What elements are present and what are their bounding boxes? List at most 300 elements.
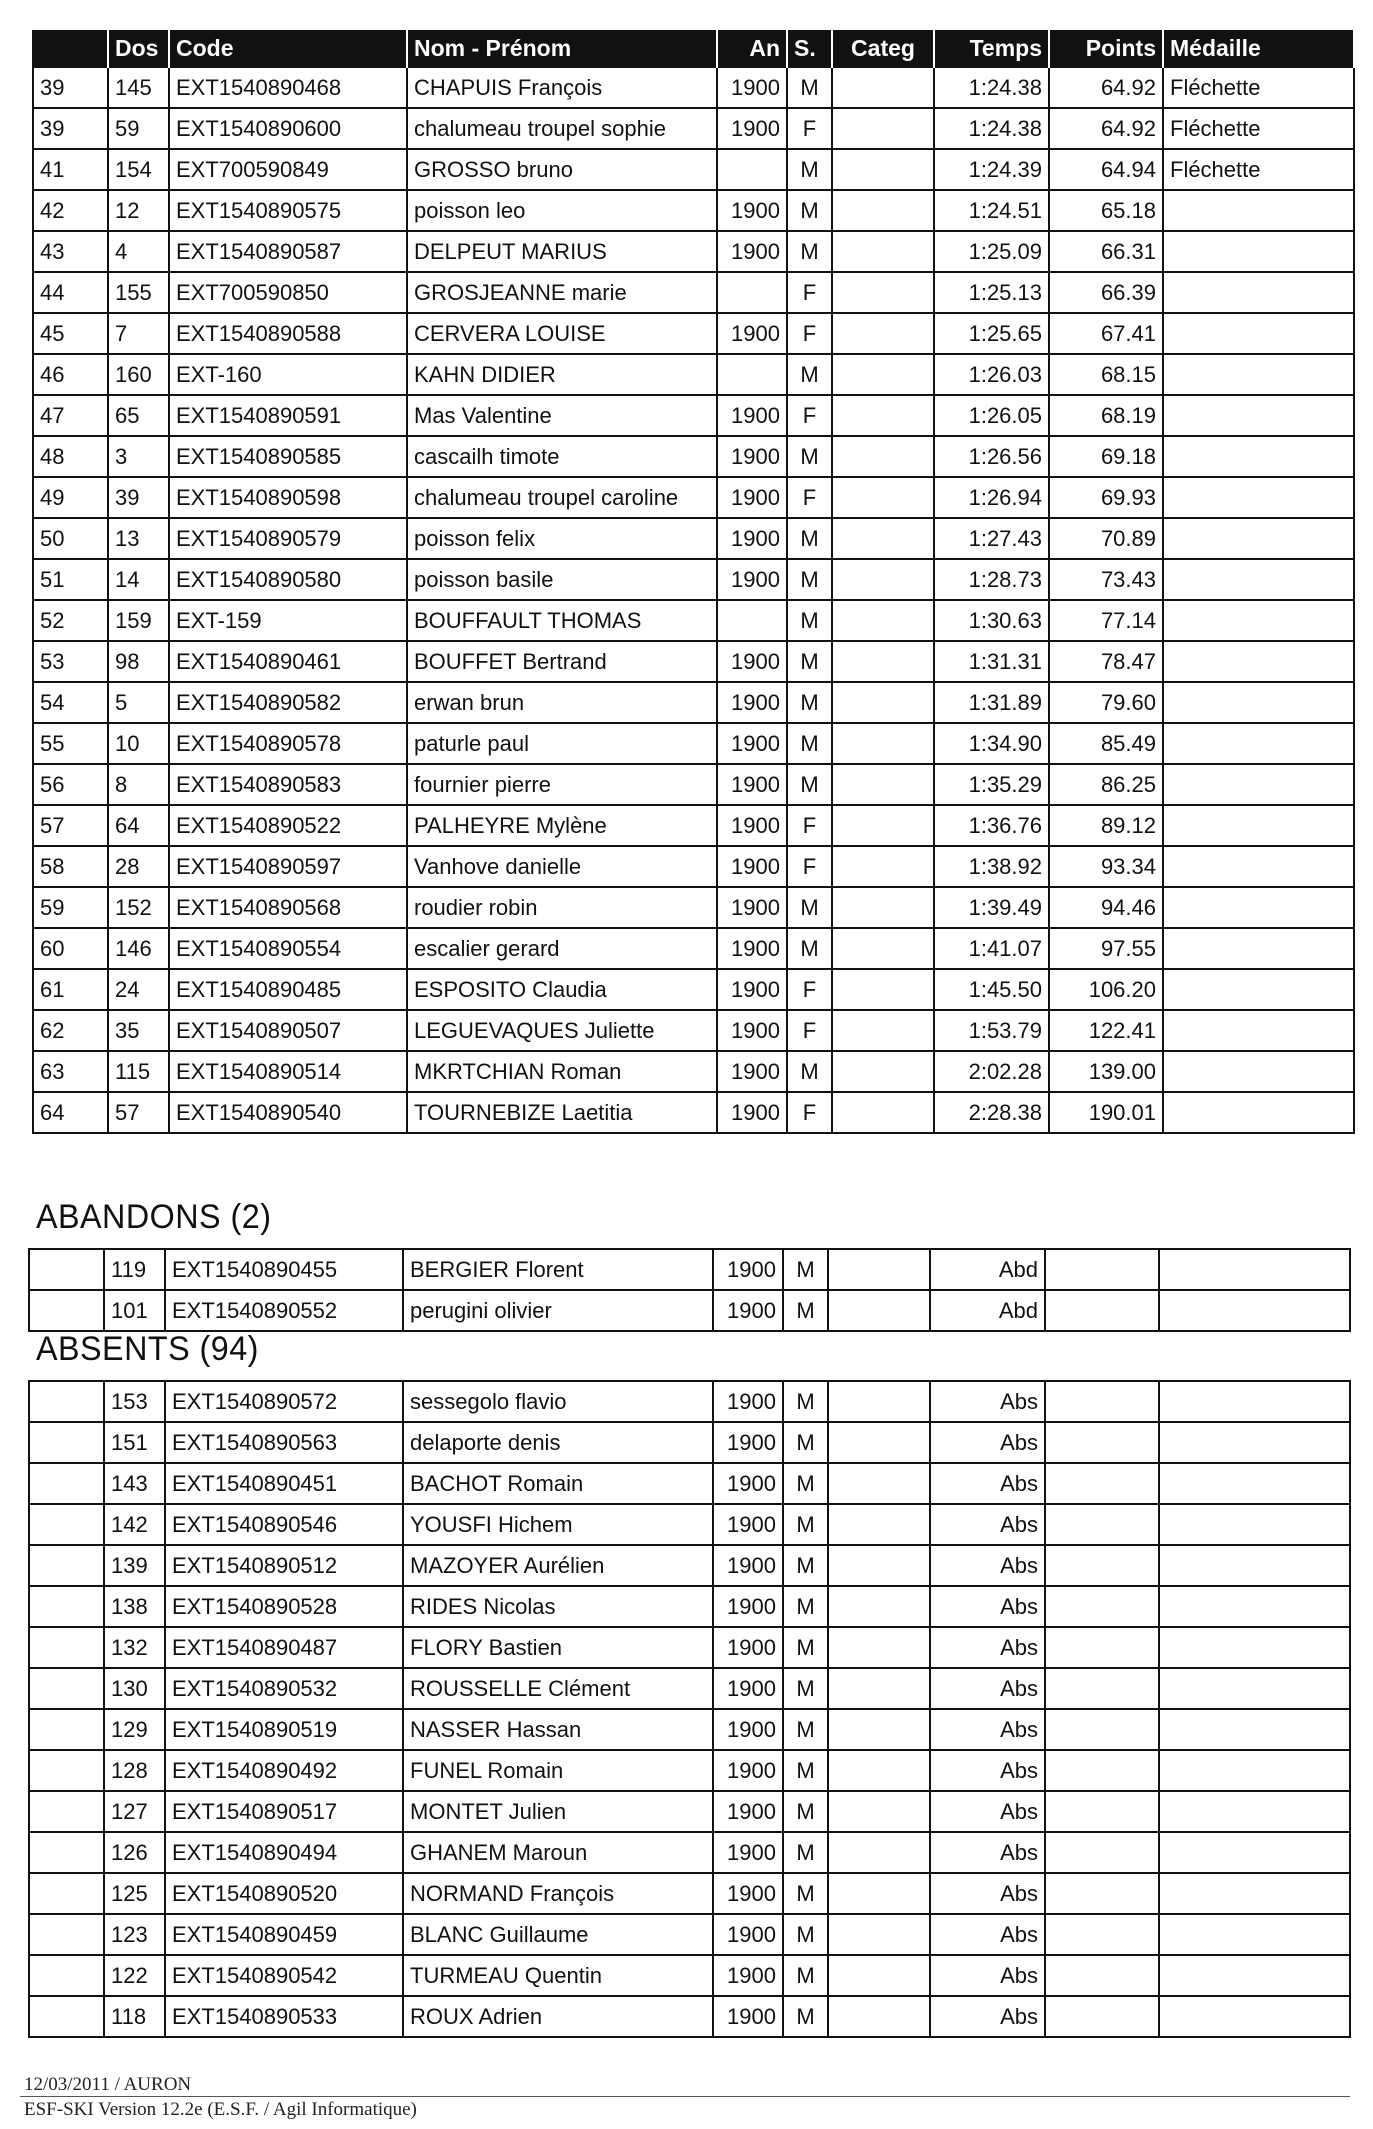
year-cell: 1900 [717,1051,787,1092]
name-cell: Vanhove danielle [407,846,717,887]
sex-cell: M [783,1955,828,1996]
category-cell [828,1586,930,1627]
rank-cell: 47 [33,395,108,436]
sex-cell: M [783,1832,828,1873]
bib-cell: 123 [104,1914,165,1955]
bib-cell: 139 [104,1545,165,1586]
medal-cell [1163,1051,1354,1092]
category-cell [832,887,934,928]
rank-cell: 57 [33,805,108,846]
name-cell: MAZOYER Aurélien [403,1545,713,1586]
table-row [33,313,1354,354]
code-cell: EXT1540890542 [165,1955,403,1996]
medal-cell [1159,1832,1350,1873]
year-cell: 1900 [713,1249,783,1290]
name-cell: KAHN DIDIER [407,354,717,395]
time-cell: 1:39.49 [934,887,1049,928]
name-cell: CERVERA LOUISE [407,313,717,354]
rank-cell: 39 [33,108,108,149]
year-cell: 1900 [717,887,787,928]
category-cell [832,764,934,805]
year-cell: 1900 [713,1955,783,1996]
points-cell: 77.14 [1049,600,1163,641]
year-cell: 1900 [713,1586,783,1627]
sex-cell: M [787,436,832,477]
bib-cell: 14 [108,559,169,600]
rank-cell: 59 [33,887,108,928]
points-cell: 89.12 [1049,805,1163,846]
category-cell [828,1545,930,1586]
sex-cell: M [783,1627,828,1668]
name-cell: poisson basile [407,559,717,600]
time-cell: 1:45.50 [934,969,1049,1010]
medal-cell [1163,272,1354,313]
rank-cell: 48 [33,436,108,477]
name-cell: paturle paul [407,723,717,764]
bib-cell: 151 [104,1422,165,1463]
category-cell [832,600,934,641]
code-cell: EXT1540890532 [165,1668,403,1709]
table-row [33,641,1354,682]
rank-cell [29,1290,104,1331]
bib-cell: 10 [108,723,169,764]
points-cell [1045,1422,1159,1463]
medal-cell [1163,477,1354,518]
medal-cell [1163,969,1354,1010]
year-cell: 1900 [713,1463,783,1504]
points-cell: 68.19 [1049,395,1163,436]
time-cell: Abs [930,1791,1045,1832]
table-row [29,1290,1350,1331]
sex-cell: M [787,723,832,764]
bib-cell: 153 [104,1381,165,1422]
table-row [29,1709,1350,1750]
time-cell: 1:24.39 [934,149,1049,190]
medal-cell [1159,1627,1350,1668]
code-cell: EXT1540890583 [169,764,407,805]
points-cell [1045,1750,1159,1791]
points-cell [1045,1249,1159,1290]
rank-cell [29,1422,104,1463]
time-cell: 1:26.03 [934,354,1049,395]
medal-cell [1163,723,1354,764]
rank-cell: 51 [33,559,108,600]
bib-cell: 8 [108,764,169,805]
time-cell: Abs [930,1545,1045,1586]
table-row [33,846,1354,887]
bib-cell: 119 [104,1249,165,1290]
time-cell: Abs [930,1463,1045,1504]
sex-cell: M [783,1914,828,1955]
time-cell: Abs [930,1627,1045,1668]
time-cell: Abs [930,1873,1045,1914]
time-cell: Abs [930,1709,1045,1750]
name-cell: RIDES Nicolas [403,1586,713,1627]
rank-cell: 41 [33,149,108,190]
year-cell [717,149,787,190]
name-cell: sessegolo flavio [403,1381,713,1422]
code-cell: EXT1540890582 [169,682,407,723]
name-cell: GROSJEANNE marie [407,272,717,313]
name-cell: ROUX Adrien [403,1996,713,2037]
year-cell: 1900 [717,764,787,805]
medal-cell [1163,928,1354,969]
name-cell: Mas Valentine [407,395,717,436]
medal-cell [1163,1010,1354,1051]
year-cell [717,600,787,641]
column-header-category: Categ [832,30,934,67]
sex-cell: F [787,395,832,436]
year-cell: 1900 [713,1709,783,1750]
table-row [29,1422,1350,1463]
name-cell: fournier pierre [407,764,717,805]
rank-cell: 58 [33,846,108,887]
medal-cell [1163,1092,1354,1133]
medal-cell [1159,1422,1350,1463]
year-cell: 1900 [717,313,787,354]
rank-cell: 42 [33,190,108,231]
category-cell [832,313,934,354]
sex-cell: F [787,846,832,887]
sex-cell: M [787,600,832,641]
column-header-points: Points [1049,30,1163,67]
medal-cell [1159,1668,1350,1709]
code-cell: EXT1540890552 [165,1290,403,1331]
bib-cell: 129 [104,1709,165,1750]
rank-cell: 52 [33,600,108,641]
bib-cell: 125 [104,1873,165,1914]
category-cell [832,436,934,477]
code-cell: EXT1540890485 [169,969,407,1010]
name-cell: escalier gerard [407,928,717,969]
year-cell [717,354,787,395]
bib-cell: 128 [104,1750,165,1791]
category-cell [828,1290,930,1331]
time-cell: 1:31.31 [934,641,1049,682]
points-cell: 64.92 [1049,108,1163,149]
category-cell [832,395,934,436]
year-cell: 1900 [717,641,787,682]
rank-cell [29,1381,104,1422]
time-cell: 1:26.05 [934,395,1049,436]
sex-cell: M [787,231,832,272]
absents-table [28,1380,1351,2038]
category-cell [832,928,934,969]
category-cell [832,354,934,395]
table-row [33,1051,1354,1092]
rank-cell: 60 [33,928,108,969]
points-cell: 85.49 [1049,723,1163,764]
name-cell: perugini olivier [403,1290,713,1331]
table-row [33,600,1354,641]
name-cell: MONTET Julien [403,1791,713,1832]
time-cell: 1:25.13 [934,272,1049,313]
sex-cell: F [787,272,832,313]
code-cell: EXT1540890487 [165,1627,403,1668]
rank-cell: 56 [33,764,108,805]
time-cell: Abs [930,1996,1045,2037]
sex-cell: M [783,1249,828,1290]
points-cell: 64.94 [1049,149,1163,190]
year-cell: 1900 [713,1422,783,1463]
name-cell: GHANEM Maroun [403,1832,713,1873]
code-cell: EXT1540890528 [165,1586,403,1627]
time-cell: 1:41.07 [934,928,1049,969]
category-cell [828,1504,930,1545]
year-cell: 1900 [717,190,787,231]
points-cell: 78.47 [1049,641,1163,682]
rank-cell [29,1996,104,2037]
medal-cell [1163,846,1354,887]
points-cell [1045,1832,1159,1873]
medal-cell [1159,1249,1350,1290]
name-cell: poisson leo [407,190,717,231]
table-row [29,1545,1350,1586]
year-cell: 1900 [717,395,787,436]
sex-cell: M [783,1709,828,1750]
sex-cell: F [787,805,832,846]
category-cell [832,682,934,723]
medal-cell [1159,1996,1350,2037]
medal-cell [1159,1791,1350,1832]
name-cell: BOUFFAULT THOMAS [407,600,717,641]
points-cell: 64.92 [1049,67,1163,108]
category-cell [832,805,934,846]
table-row [33,1010,1354,1051]
sex-cell: M [787,682,832,723]
code-cell: EXT1540890461 [169,641,407,682]
name-cell: DELPEUT MARIUS [407,231,717,272]
rank-cell: 45 [33,313,108,354]
year-cell: 1900 [713,1290,783,1331]
abandons-table [28,1248,1351,1332]
bib-cell: 152 [108,887,169,928]
points-cell: 190.01 [1049,1092,1163,1133]
time-cell: Abs [930,1422,1045,1463]
medal-cell [1159,1504,1350,1545]
code-cell: EXT1540890540 [169,1092,407,1133]
name-cell: MKRTCHIAN Roman [407,1051,717,1092]
column-header-time: Temps [934,30,1049,67]
name-cell: BERGIER Florent [403,1249,713,1290]
category-cell [832,67,934,108]
category-cell [828,1873,930,1914]
rank-cell [29,1545,104,1586]
medal-cell [1163,682,1354,723]
code-cell: EXT1540890591 [169,395,407,436]
points-cell: 73.43 [1049,559,1163,600]
year-cell: 1900 [717,1010,787,1051]
bib-cell: 12 [108,190,169,231]
time-cell: 1:24.51 [934,190,1049,231]
name-cell: erwan brun [407,682,717,723]
code-cell: EXT1540890451 [165,1463,403,1504]
bib-cell: 3 [108,436,169,477]
time-cell: Abs [930,1955,1045,1996]
rank-cell: 50 [33,518,108,559]
code-cell: EXT1540890520 [165,1873,403,1914]
bib-cell: 154 [108,149,169,190]
time-cell: 2:28.38 [934,1092,1049,1133]
points-cell: 69.18 [1049,436,1163,477]
time-cell: Abs [930,1750,1045,1791]
code-cell: EXT700590850 [169,272,407,313]
sex-cell: M [787,887,832,928]
rank-cell [29,1504,104,1545]
bib-cell: 130 [104,1668,165,1709]
bib-cell: 115 [108,1051,169,1092]
bib-cell: 145 [108,67,169,108]
points-cell: 70.89 [1049,518,1163,559]
category-cell [832,108,934,149]
bib-cell: 138 [104,1586,165,1627]
code-cell: EXT-159 [169,600,407,641]
sex-cell: M [783,1463,828,1504]
sex-cell: M [787,190,832,231]
table-row [29,1996,1350,2037]
name-cell: BACHOT Romain [403,1463,713,1504]
year-cell: 1900 [717,928,787,969]
category-cell [832,846,934,887]
sex-cell: M [787,928,832,969]
category-cell [828,1750,930,1791]
column-header-code: Code [169,30,407,67]
year-cell: 1900 [717,846,787,887]
table-row [29,1463,1350,1504]
table-row [29,1832,1350,1873]
name-cell: PALHEYRE Mylène [407,805,717,846]
bib-cell: 146 [108,928,169,969]
table-row [33,190,1354,231]
sex-cell: F [787,969,832,1010]
rank-cell: 62 [33,1010,108,1051]
rank-cell [29,1709,104,1750]
sex-cell: F [787,477,832,518]
code-cell: EXT1540890572 [165,1381,403,1422]
table-row [33,1092,1354,1133]
points-cell [1045,1290,1159,1331]
code-cell: EXT1540890579 [169,518,407,559]
category-cell [828,1996,930,2037]
points-cell: 106.20 [1049,969,1163,1010]
name-cell: TURMEAU Quentin [403,1955,713,1996]
category-cell [832,969,934,1010]
table-row [29,1873,1350,1914]
name-cell: YOUSFI Hichem [403,1504,713,1545]
year-cell: 1900 [717,559,787,600]
sex-cell: M [787,641,832,682]
year-cell: 1900 [717,436,787,477]
rank-cell: 55 [33,723,108,764]
code-cell: EXT1540890459 [165,1914,403,1955]
sex-cell: M [783,1996,828,2037]
name-cell: TOURNEBIZE Laetitia [407,1092,717,1133]
medal-cell [1159,1709,1350,1750]
name-cell: chalumeau troupel caroline [407,477,717,518]
table-row [33,887,1354,928]
medal-cell [1163,764,1354,805]
time-cell: 1:24.38 [934,108,1049,149]
results-body [33,67,1354,1133]
bib-cell: 59 [108,108,169,149]
points-cell: 122.41 [1049,1010,1163,1051]
medal-cell [1163,600,1354,641]
points-cell [1045,1996,1159,2037]
category-cell [832,477,934,518]
rank-cell: 39 [33,67,108,108]
points-cell: 67.41 [1049,313,1163,354]
medal-cell [1163,395,1354,436]
bib-cell: 13 [108,518,169,559]
year-cell: 1900 [713,1627,783,1668]
name-cell: LEGUEVAQUES Juliette [407,1010,717,1051]
medal-cell: Fléchette [1163,67,1354,108]
sex-cell: M [783,1381,828,1422]
time-cell: 1:26.56 [934,436,1049,477]
table-row [33,149,1354,190]
year-cell: 1900 [717,67,787,108]
year-cell: 1900 [713,1381,783,1422]
time-cell: 1:31.89 [934,682,1049,723]
sex-cell: M [783,1290,828,1331]
sex-cell: F [787,108,832,149]
table-row [29,1627,1350,1668]
table-row [33,518,1354,559]
code-cell: EXT1540890563 [165,1422,403,1463]
time-cell: 1:30.63 [934,600,1049,641]
sex-cell: M [787,518,832,559]
sex-cell: M [783,1873,828,1914]
points-cell: 97.55 [1049,928,1163,969]
table-row [29,1381,1350,1422]
bib-cell: 122 [104,1955,165,1996]
code-cell: EXT1540890587 [169,231,407,272]
category-cell [832,641,934,682]
year-cell: 1900 [713,1668,783,1709]
table-row [33,764,1354,805]
name-cell: FLORY Bastien [403,1627,713,1668]
sex-cell: M [787,1051,832,1092]
medal-cell [1159,1914,1350,1955]
code-cell: EXT1540890514 [169,1051,407,1092]
category-cell [832,231,934,272]
category-cell [832,518,934,559]
category-cell [828,1832,930,1873]
points-cell [1045,1627,1159,1668]
table-row [33,682,1354,723]
year-cell [717,272,787,313]
sex-cell: F [787,313,832,354]
table-row [33,231,1354,272]
rank-cell [29,1832,104,1873]
table-row [33,723,1354,764]
sex-cell: M [787,354,832,395]
time-cell: 1:38.92 [934,846,1049,887]
points-cell: 69.93 [1049,477,1163,518]
rank-cell [29,1627,104,1668]
time-cell: Abs [930,1832,1045,1873]
year-cell: 1900 [713,1832,783,1873]
points-cell: 66.39 [1049,272,1163,313]
table-row [33,969,1354,1010]
table-row [33,395,1354,436]
bib-cell: 7 [108,313,169,354]
table-row [29,1249,1350,1290]
sex-cell: F [787,1092,832,1133]
name-cell: GROSSO bruno [407,149,717,190]
year-cell: 1900 [717,723,787,764]
footer-date-location: 12/03/2011 / AURON [24,2074,192,2095]
